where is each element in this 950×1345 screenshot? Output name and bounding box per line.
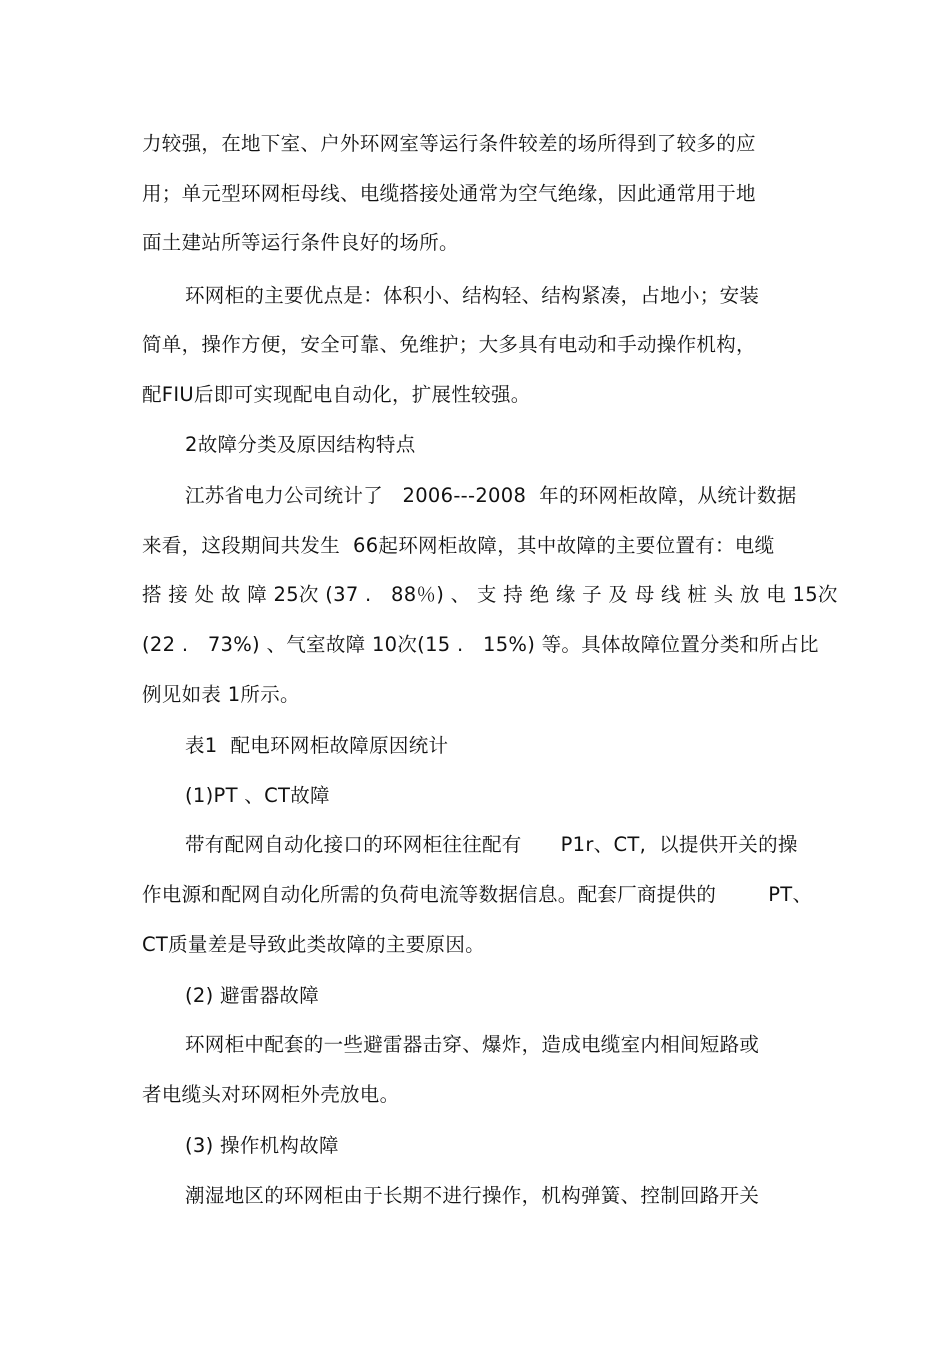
paragraph-line: CT质量差是导致此类故障的主要原因。 [142,933,485,956]
paragraph-line: 来看，这段期间共发生 66起环网柜故障，其中故障的主要位置有：电缆 [142,534,775,557]
paragraph-line: 江苏省电力公司统计了 2006---2008 年的环网柜故障，从统计数据 [185,484,797,507]
paragraph-line: 潮湿地区的环网柜由于长期不进行操作，机构弹簧、控制回路开关 [185,1184,760,1207]
paragraph-line: 作电源和配网自动化所需的负荷电流等数据信息。配套厂商提供的 PT、 [142,883,813,906]
paragraph-line: 环网柜的主要优点是：体积小、结构轻、结构紧凑，占地小；安装 [185,284,760,307]
paragraph-line: 力较强，在地下室、户外环网室等运行条件较差的场所得到了较多的应 [142,132,756,155]
paragraph-line: 者电缆头对环网柜外壳放电。 [142,1083,400,1106]
paragraph-line: 面土建站所等运行条件良好的场所。 [142,231,459,254]
subsection-heading: (2) 避雷器故障 [185,984,320,1007]
subsection-heading: (3) 操作机构故障 [185,1134,339,1157]
paragraph-line: (22 . 73%) 、气室故障 10次(15 . 15%) 等。具体故障位置分类和所占比 [142,633,819,656]
table-caption: 表1 配电环网柜故障原因统计 [185,734,449,757]
paragraph-line: 配FIU后即可实现配电自动化，扩展性较强。 [142,383,531,406]
subsection-heading: (1)PT 、CT故障 [185,784,330,807]
paragraph-line: 用；单元型环网柜母线、电缆搭接处通常为空气绝缘，因此通常用于地 [142,182,756,205]
paragraph-line: 环网柜中配套的一些避雷器击穿、爆炸，造成电缆室内相间短路或 [185,1033,760,1056]
section-heading: 2故障分类及原因结构特点 [185,433,416,456]
paragraph-line: 搭 接 处 故 障 25次 (37 . 88％) 、 支 持 绝 缘 子 及 母 线 桩 头 放 电 15次 [142,583,838,606]
paragraph-line: 带有配网自动化接口的环网柜往往配有 P1r、CT, 以提供开关的操 [185,833,798,856]
paragraph-line: 例见如表 1所示。 [142,683,300,706]
paragraph-line: 简单，操作方便，安全可靠、免维护；大多具有电动和手动操作机构， [142,333,756,356]
